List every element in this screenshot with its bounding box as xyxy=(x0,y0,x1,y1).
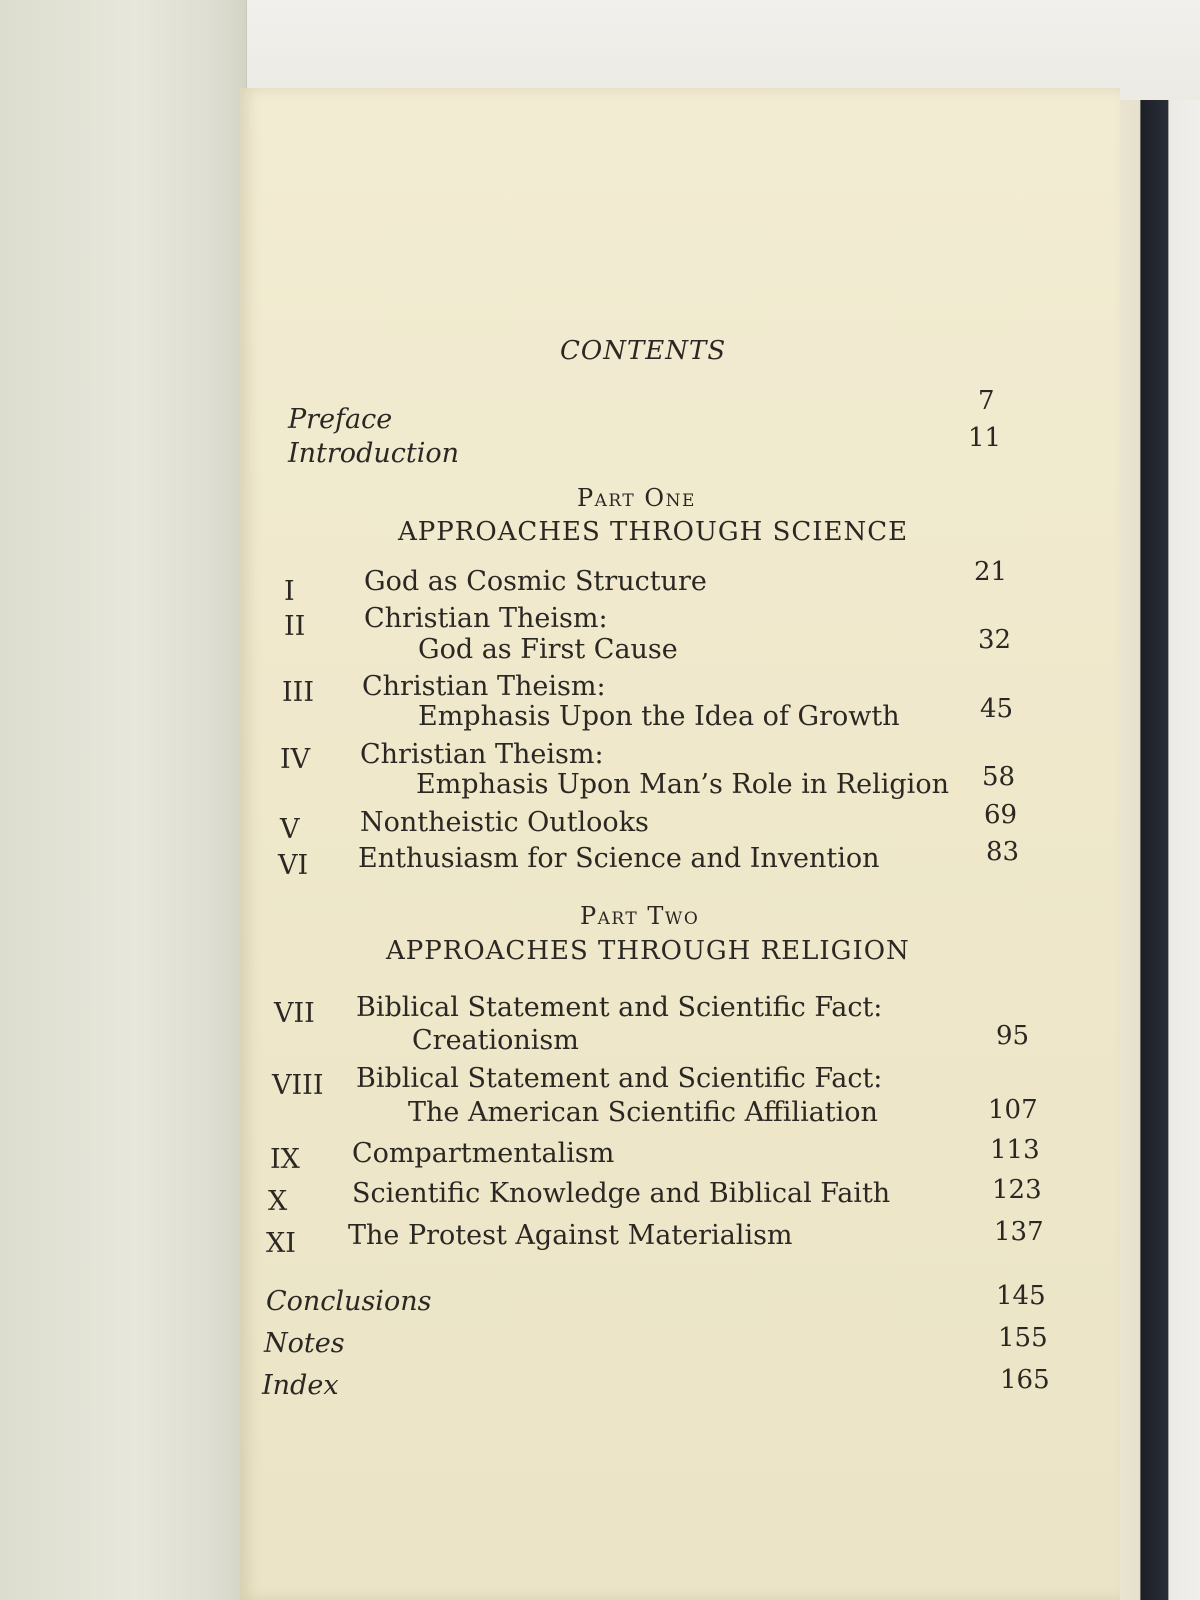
chapter-page: 21 xyxy=(974,557,1008,587)
chapter-numeral: VII xyxy=(274,998,315,1029)
chapter-page: 58 xyxy=(982,762,1016,792)
chapter-title: Christian Theism: xyxy=(362,671,606,702)
chapter-title: Scientific Knowledge and Biblical Faith xyxy=(352,1178,891,1209)
chapter-title: Christian Theism: xyxy=(360,739,604,770)
chapter-numeral: VIII xyxy=(272,1070,324,1101)
chapter-numeral: XI xyxy=(266,1228,296,1259)
part-heading: APPROACHES THROUGH SCIENCE xyxy=(398,517,909,547)
chapter-title: The Protest Against Materialism xyxy=(348,1220,793,1251)
part-heading: APPROACHES THROUGH RELIGION xyxy=(386,936,910,966)
chapter-numeral: V xyxy=(280,814,300,845)
chapter-page: 95 xyxy=(996,1021,1030,1051)
chapter-page: 83 xyxy=(986,837,1020,867)
chapter-title: Nontheistic Outlooks xyxy=(360,807,649,838)
front-matter-title: Preface xyxy=(288,404,393,435)
chapter-title: Biblical Statement and Scientific Fact: xyxy=(356,1063,883,1094)
chapter-numeral: III xyxy=(282,677,314,708)
chapter-page: 123 xyxy=(992,1175,1042,1205)
back-matter-page: 165 xyxy=(1000,1365,1050,1395)
chapter-numeral: IX xyxy=(270,1144,300,1175)
front-matter-page: 7 xyxy=(978,386,995,416)
chapter-subtitle: The American Scientific Affiliation xyxy=(408,1097,878,1128)
chapter-numeral: I xyxy=(284,576,295,607)
chapter-numeral: VI xyxy=(278,850,309,881)
part-label: Part Two xyxy=(580,902,700,930)
front-matter-title: Introduction xyxy=(288,438,459,469)
chapter-title: Biblical Statement and Scientific Fact: xyxy=(356,992,883,1023)
chapter-page: 45 xyxy=(980,694,1014,724)
chapter-title: Christian Theism: xyxy=(364,603,608,634)
back-matter-title: Index xyxy=(262,1370,339,1401)
front-matter-page: 11 xyxy=(968,423,1002,453)
chapter-title: Enthusiasm for Science and Invention xyxy=(358,843,880,874)
back-matter-title: Notes xyxy=(264,1328,345,1359)
chapter-subtitle: Emphasis Upon the Idea of Growth xyxy=(418,701,900,732)
back-matter-page: 155 xyxy=(998,1323,1048,1353)
chapter-page: 32 xyxy=(978,625,1012,655)
chapter-subtitle: Emphasis Upon Man’s Role in Religion xyxy=(416,769,949,800)
chapter-numeral: IV xyxy=(280,744,311,775)
chapter-page: 113 xyxy=(990,1135,1040,1165)
chapter-numeral: X xyxy=(268,1186,288,1217)
chapter-subtitle: God as First Cause xyxy=(418,634,678,665)
part-label: Part One xyxy=(577,484,696,512)
back-matter-title: Conclusions xyxy=(266,1286,432,1317)
chapter-page: 107 xyxy=(988,1095,1038,1125)
chapter-subtitle: Creationism xyxy=(412,1025,579,1056)
chapter-title: God as Cosmic Structure xyxy=(364,566,707,597)
back-matter-page: 145 xyxy=(996,1281,1046,1311)
contents-title: CONTENTS xyxy=(560,336,727,366)
chapter-page: 69 xyxy=(984,800,1018,830)
chapter-numeral: II xyxy=(284,611,306,642)
chapter-page: 137 xyxy=(994,1217,1044,1247)
chapter-title: Compartmentalism xyxy=(352,1138,615,1169)
